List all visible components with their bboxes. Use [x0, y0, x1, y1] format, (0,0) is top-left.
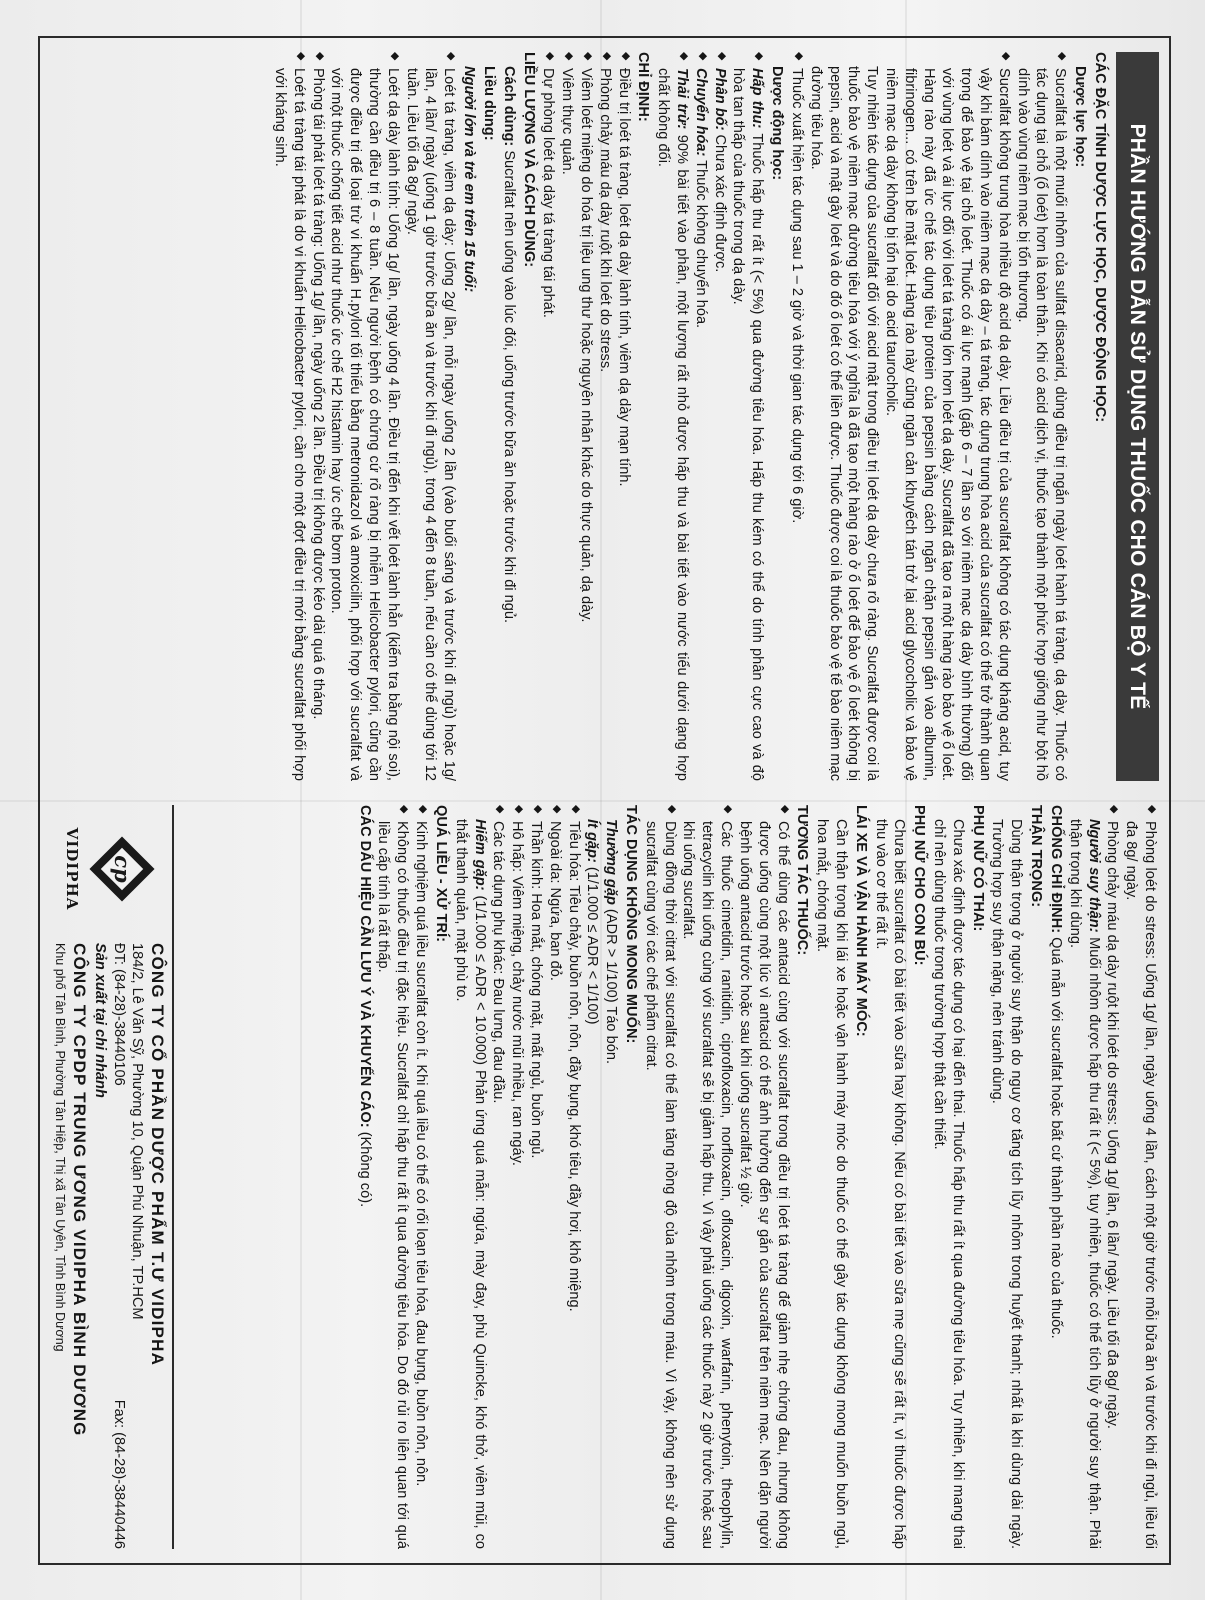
- adverse-item: ◆ Tiêu hóa: Tiêu chảy, buồn nôn, nôn, đầy bụng, khó tiêu, đầy hơi, khô miệng.: [564, 805, 583, 1549]
- dosage-item: ◆ Phòng loét do stress: Uống 1g/ lần, ngày uống 4 lần, cách một giờ trước mỗi bữa ăn và trước khi đi ngủ, liều tối đa 8g/ ngày.: [1121, 805, 1159, 1549]
- renal-label: Người suy thận:: [1085, 819, 1102, 933]
- distribution-label: Phân bố:: [711, 68, 728, 131]
- pregnancy-text: Chưa xác định được tác dụng có hại đến thai. Thuốc hấp thu rất ít qua đường tiêu hóa. Tuy nhiên, khi mang thai chỉ nên dùng thuốc trong trường hợp thật cần thiết.: [931, 819, 966, 1549]
- administration-text: [499, 66, 518, 781]
- lactation-text: Chưa biết sucralfat có bài tiết vào sữa hay không. Nếu có bài tiết vào sữa mẹ cũng sẽ rất ít, vì thuốc được hấp thu vào cơ thể rất ít.: [872, 819, 908, 1549]
- pharmacodynamics-text: Tuy nhiên tác dụng của sucralfat đối với acid mật trong điều trị loét dạ dày chưa rõ ràng. Sucralfat được coi là thuốc bảo vệ niêm mạc đường tiêu hóa với ý nghĩa là đã tạo một hàng rào ở ổ loét để bảo vệ ổ loét không bị pepsin, acid và mật gây loét và do đó ổ loét có thể liền được. Thuốc được coi là thuốc bảo vệ tế bào niêm mạc đường tiêu hóa.: [807, 66, 881, 781]
- overdose-item: ◆ Không có thuốc điều trị đặc hiệu. Sucralfat chỉ hấp thu rất ít qua đường tiêu hóa. Do đó rủi ro liên quan tới quá liều cấp tính là rất thấp.: [374, 805, 412, 1549]
- adverse-effects-heading: TÁC DỤNG KHÔNG MONG MUỐN:: [623, 805, 640, 1044]
- driving-heading: LÁI XE VÀ VẬN HÀNH MÁY MÓC:: [852, 805, 869, 1037]
- excretion-label: Thải trừ:: [674, 68, 691, 130]
- uncommon-effects-text: [583, 819, 602, 1549]
- leaflet-content: [40, 38, 1169, 1563]
- renal-dosage-text: [1065, 819, 1103, 1549]
- distribution-text: [710, 52, 729, 781]
- contraindications-heading: CHỐNG CHỈ ĐỊNH:: [1047, 805, 1064, 934]
- renal-value: Muối nhôm được hấp thu rất ít (< 5%), tuy nhiên, thuốc có thể tích lũy ở người suy thận. Phải thận trọng khi dùng.: [1066, 819, 1102, 1549]
- absorption-text: [729, 52, 767, 781]
- logo-name: VIDIPHA: [62, 827, 81, 911]
- dosage-item: ◆ Loét dạ dày lành tính: Uống 1g/ lần, ngày uống 4 lần. Điều trị đến khi vết loét lành hẳn (kiểm tra bằng nội soi), thường cần điều trị 6 – 8 tuần. Nếu người bệnh có chứng cứ rõ ràng bị nhiễm Helicobacter pylori, cũng cần được điều trị để loại trừ vi khuẩn H.pylori tối thiểu bằng metronidazol và amoxicilin, phối hợp với sucralfat và với một thuốc chống tiết acid như thuốc ức chế H2 histamin hay ức chế bơm proton.: [327, 52, 402, 781]
- warnings-text: [355, 805, 374, 1549]
- adverse-item: ◆ Ngoài da: Ngứa, ban đỏ.: [545, 805, 564, 1549]
- pharmacokinetics-heading: Dược động học:: [769, 66, 786, 181]
- branch-address: Khu phố Tân Bình, Phường Tân Hiệp, Thị xã Tân Uyên, Tỉnh Bình Dương: [53, 943, 68, 1352]
- company-phone: ĐT: (84-28)-38440106: [110, 943, 127, 1086]
- warnings-heading: CÁC DẤU HIỆU CẦN LƯU Ý VÀ KHUYẾN CÁO:: [356, 805, 373, 1128]
- company-name: CÔNG TY CỔ PHẦN DƯỢC PHẨM T.Ư VIDIPHA: [148, 943, 168, 1367]
- divider: [172, 805, 174, 1549]
- absorption-value: Thuốc hấp thu rất ít (< 5%) qua đường tiêu hóa. Hấp thu kém có thể do tính phân cực cao và độ hòa tan thấp của thuốc trong dạ dày.: [730, 68, 766, 781]
- left-column: [48, 52, 1159, 797]
- pharmacodynamics-heading: Dược lực học:: [1072, 66, 1089, 168]
- indication-item: ◆ Dự phòng loét dạ dày tá tràng tái phát.: [539, 52, 558, 781]
- caution-heading: THẬN TRỌNG:: [1028, 805, 1045, 908]
- indication-item: ◆ Điều trị loét tá tràng, loét dạ dày lành tính, viêm dạ dày mạn tính.: [614, 52, 633, 781]
- company-logo: [62, 805, 159, 933]
- common-value: (ADR > 1/100) Táo bón.: [603, 904, 620, 1065]
- overdose-heading: QUÁ LIỀU - XỬ TRÍ:: [432, 805, 449, 942]
- indications-heading: CHỈ ĐỊNH:: [635, 52, 652, 122]
- adult-dosage-heading: Người lớn và trẻ em trên 15 tuổi:: [461, 66, 478, 293]
- warnings-value: (Không có).: [356, 1127, 373, 1208]
- metabolism-value: Thuốc không chuyển hóa.: [692, 156, 709, 329]
- pharmacodynamics-text: ◆ Thuốc xuất hiện tác dụng sau 1 – 2 giờ và thời gian tác dụng tới 6 giờ.: [787, 52, 806, 781]
- excretion-value: 90% bài tiết vào phân, một lượng rất nhỏ được hấp thu và bài tiết vào nước tiểu dưới dạng hợp chất không đổi.: [655, 68, 691, 781]
- pregnancy-heading: PHỤ NỮ CÓ THAI:: [969, 805, 986, 932]
- metabolism-label: Chuyển hóa:: [692, 68, 709, 157]
- vidipha-logo-icon: [85, 832, 159, 906]
- pharmacodynamics-text: ◆ Sucralfat là một muối nhôm của sulfat disacarid, dùng điều trị ngắn ngày loét hành tá tràng, dạ dày. Thuốc có tác dụng tại chỗ (ổ loét) hơn là toàn thân. Khi có acid dịch vị, thuốc tạo thành một phức hợp giống như bột hồ dính vào vùng niêm mạc bị tổn thương.: [1013, 52, 1069, 781]
- adverse-item: ◆ Các tác dụng phụ khác: Đau lưng, đau đầu.: [489, 805, 508, 1549]
- interactions-heading: TƯƠNG TÁC THUỐC:: [794, 805, 811, 956]
- indication-item: ◆ Viêm loét miệng do hóa trị liệu ung thư hoặc nguyên nhân khác do thực quản, dạ dày.: [576, 52, 595, 781]
- dosage-item: ◆ Phòng chảy máu dạ dày ruột khi loét do stress: Uống 1g/ lần, 6 lần/ ngày. Liều tối đa 8g/ ngày.: [1103, 805, 1122, 1549]
- logo-letters: cp: [109, 855, 135, 883]
- pharmacodynamics-text: ◆ Sucralfat không trung hòa nhiều độ acid dạ dày. Liều điều trị của sucralfat không có tác dụng kháng acid, tuy vậy khi bám dính vào niêm mạc dạ dày – tá tràng, tác dụng trung hòa acid của sucralfat có thể trở thành quan trọng để bảo vệ tại chỗ loét. Thuốc có ái lực mạnh (gấp 6 – 7 lần so với niêm mạc dạ dày bình thường) đối với vùng loét và ái lực đối với loét tá tràng lớn hơn loét dạ dày. Sucralfat đã tạo ra một hàng rào bảo vệ ổ loét. Hàng rào này đã ức chế tác dụng tiêu protein của pepsin bằng cách ngăn chặn pepsin gắn vào albumin, fibrinogen... có trên bề mặt loét. Hàng rào này cũng ngăn cản khuyếch tán trở lại acid glycocholic và bảo vệ niêm mạc dạ dày không bị tổn hại do acid taurocholic.: [881, 52, 1013, 781]
- distribution-value: Chưa xác định được.: [711, 130, 728, 273]
- dosage-item: ◆ Loét tá tràng, viêm dạ dày: Uống 2g/ lần, mỗi ngày uống 2 lần (vào buổi sáng và trước khi đi ngủ) hoặc 1g/ lần, 4 lần/ ngày (uống 1 giờ trước bữa ăn và trước khi đi ngủ), trong 4 đến 8 tuần, nếu cần có thể dùng tới 12 tuần. Liều tối đa 8g/ ngày.: [402, 52, 458, 781]
- dosage-subheading: Liều dùng:: [480, 66, 497, 141]
- interaction-item: ◆ Dùng đồng thời citrat với sucralfat có thể làm tăng nồng độ của nhôm trong máu. Vì vậy, không nên sử dụng sucralfat cùng với các chế phẩm citrat.: [641, 805, 679, 1549]
- contraindications-value: Quá mẫn với sucralfat hoặc bất cứ thành phần nào của thuốc.: [1047, 933, 1064, 1339]
- driving-text: Cần thận trọng khi lái xe hoặc vận hành máy móc do thuốc có thể gây tác dụng không mong muốn buồn ngủ, hoa mắt, chóng mặt.: [814, 819, 849, 1549]
- overdose-item: ◆ Kinh nghiệm quá liều sucralfat còn ít. Khi quá liều có thể có rối loạn tiêu hóa, đau bụng, buồn nôn, nôn.: [411, 805, 430, 1549]
- common-label: Thường gặp: [603, 819, 620, 905]
- uncommon-label: Ít gặp:: [584, 819, 601, 863]
- metabolism-text: [691, 52, 710, 781]
- rare-value: (1/1.000 ≤ ADR < 10.000) Phản ứng quá mẫn: ngứa, mày đay, phù Quincke, khó thở, viêm mũi, co thắt thanh quản, mặt phù to.: [452, 819, 488, 1549]
- adverse-item: ◆ Thần kinh: Hoa mắt, chóng mặt, mất ngủ, buồn ngủ.: [526, 805, 545, 1549]
- made-at-label: Sản xuất tại chi nhánh: [91, 943, 108, 1098]
- absorption-label: Hấp thu:: [749, 68, 766, 129]
- indication-item: ◆ Viêm thực quản.: [557, 52, 576, 781]
- indication-item: ◆ Phòng chảy máu dạ dày ruột khi loét do stress.: [595, 52, 614, 781]
- common-effects-text: [601, 819, 620, 1549]
- administration-label: Cách dùng:: [500, 66, 517, 147]
- interaction-item: ◆ Các thuốc cimetidin, ranitidin, ciprofloxacin, norfloxacin, ofloxacin, digoxin, warfarin, phenytoin, theophylin, tetracyclin khi uống cùng với sucralfat sẽ bị giảm hấp thu. Vì vậy phải uống các thuốc này 2 giờ trước hoặc sau khi uống sucralfat.: [679, 805, 735, 1549]
- company-fax: Fax: (84-28)-38440446: [110, 1399, 127, 1549]
- uncommon-value: (1/1.000 ≤ ADR < 1/100): [584, 862, 601, 1025]
- interaction-item: ◆ Có thể dùng các antacid cùng với sucralfat trong điều trị loét tá tràng để giảm nhẹ chứng đau, nhưng không được uống cùng một lúc vì antacid có thể ảnh hưởng đến sự gắn của sucralfat trên niêm mạc. Nên dặn người bệnh uống antacid trước hoặc sau khi uống sucralfat ½ giờ.: [735, 805, 791, 1549]
- lactation-heading: PHỤ NỮ CHO CON BÚ:: [911, 805, 928, 966]
- adverse-item: ◆ Hô hấp: Viêm miệng, chảy nước mũi nhiều, ran ngáy.: [507, 805, 526, 1549]
- dosage-item: ◆ Loét tá tràng tái phát là do vi khuẩn Helicobacter pylori, cần cho một đợt điều trị mới bằng sucralfat phối hợp với kháng sinh.: [270, 52, 308, 781]
- dosage-item: ◆ Phòng tái phát loét tá tràng: Uống 1g/ lần, ngày uống 2 lần. Điều trị không được kéo dài quá 6 tháng.: [308, 52, 327, 781]
- rare-effects-text: [451, 819, 489, 1549]
- right-column: [48, 797, 1159, 1549]
- excretion-text: [653, 52, 691, 781]
- company-address: 184/2, Lê Văn Sỹ, Phường 10, Quận Phú Nhuận, TP.HCM: [129, 943, 146, 1320]
- branch-name: CÔNG TY CPDP TRUNG ƯƠNG VIDIPHA BÌNH DƯƠNG: [70, 943, 90, 1437]
- caution-text: Dùng thận trọng ở người suy thận do nguy cơ tăng tích lũy nhôm trong huyết thanh; nhất là khi dùng dài ngày. Trường hợp suy thận nặng, nên tránh dùng.: [989, 819, 1025, 1549]
- administration-value: Sucralfat nên uống vào lúc đói, uống trước bữa ăn hoặc trước khi đi ngủ.: [500, 146, 517, 624]
- dosage-heading: LIỀU LƯỢNG VÀ CÁCH DÙNG:: [520, 52, 537, 268]
- manufacturer-block: [52, 805, 180, 1549]
- contraindications-text: [1046, 805, 1065, 1549]
- leaflet-title: PHẦN HƯỚNG DẪN SỬ DỤNG THUỐC CHO CÁN BỘ Y TẾ: [1116, 52, 1159, 781]
- pharmacology-heading: CÁC ĐẶC TÍNH DƯỢC LỰC HỌC, DƯỢC ĐỘNG HỌC:: [1091, 52, 1108, 423]
- rare-label: Hiếm gặp:: [471, 819, 488, 891]
